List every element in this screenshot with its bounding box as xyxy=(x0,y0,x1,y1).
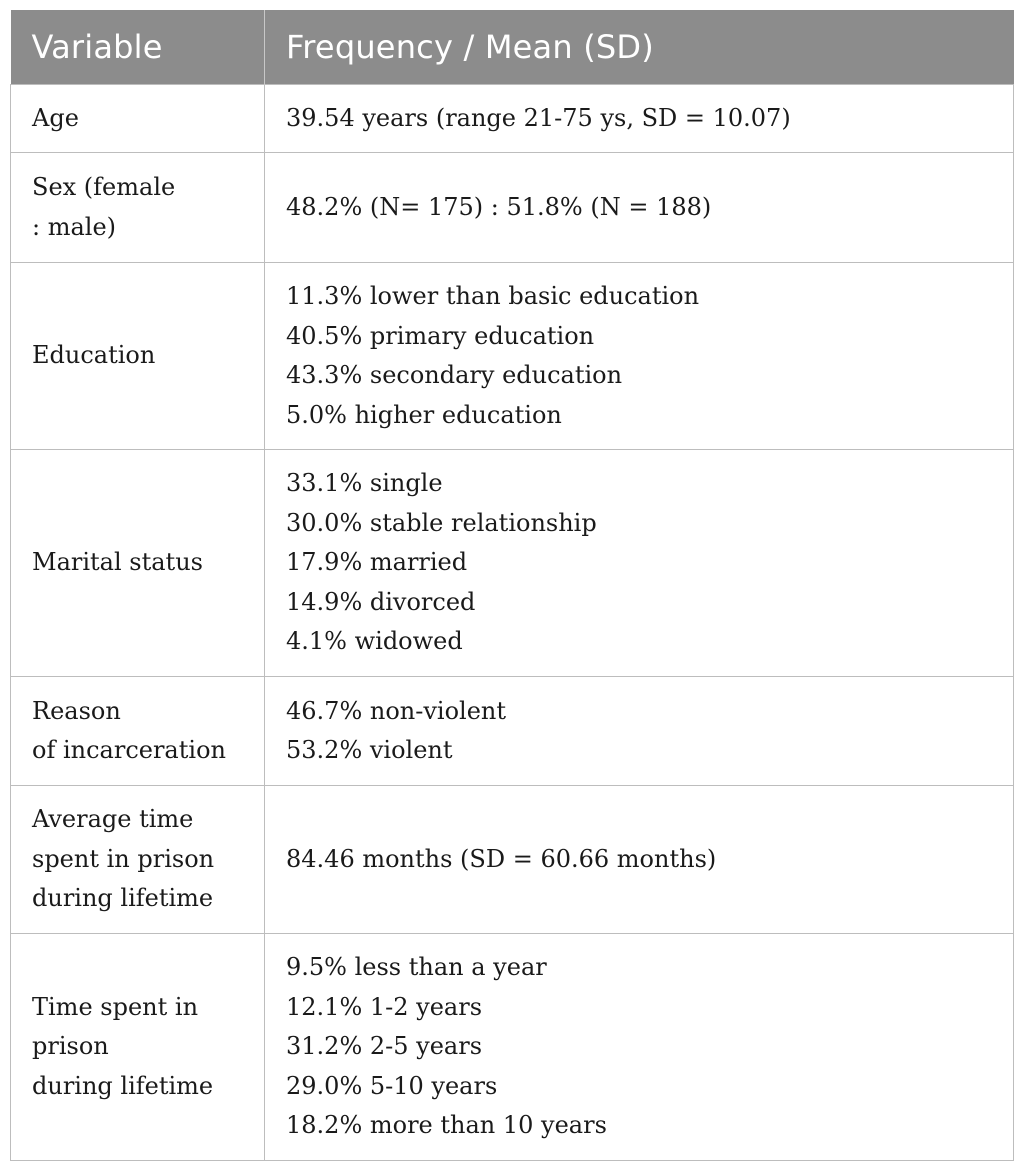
variable-label: prison xyxy=(32,1032,109,1061)
variable-label: spent in prison xyxy=(32,844,215,873)
value-line: 84.46 months (SD = 60.66 months) xyxy=(286,844,717,873)
variable-label: Reason xyxy=(32,696,121,725)
value-cell xyxy=(265,786,1014,934)
variable-label: during lifetime xyxy=(32,1071,214,1100)
value-line: 46.7% non-violent xyxy=(286,696,507,725)
value-line: 14.9% divorced xyxy=(286,587,476,616)
value-line: 12.1% 1-2 years xyxy=(286,992,483,1021)
table-row xyxy=(11,786,1014,934)
value-line: 30.0% stable relationship xyxy=(286,508,597,537)
value-line: 17.9% married xyxy=(286,548,468,577)
variable-label: Time spent in xyxy=(32,992,199,1021)
value-line: 29.0% 5-10 years xyxy=(286,1071,498,1100)
table-row xyxy=(11,934,1014,1161)
variable-label: during lifetime xyxy=(32,884,214,913)
value-line: 4.1% widowed xyxy=(286,627,463,656)
value-line: 40.5% primary education xyxy=(286,321,595,350)
header-frequency-mean: Frequency / Mean (SD) xyxy=(265,10,1014,85)
demographics-table-container xyxy=(10,10,1013,1161)
value-cell xyxy=(265,450,1014,677)
value-line: 11.3% lower than basic education xyxy=(286,282,700,310)
variable-label: : male) xyxy=(32,212,117,241)
table-row xyxy=(11,85,1014,153)
value-cell xyxy=(265,85,1014,153)
table-row xyxy=(11,677,1014,786)
value-line: 53.2% violent xyxy=(286,736,453,764)
variable-label: of incarceration xyxy=(32,736,226,764)
variable-cell xyxy=(11,934,265,1161)
table-row xyxy=(11,263,1014,450)
value-line: 39.54 years (range 21-75 ys, SD = 10.07) xyxy=(286,103,791,132)
header-row xyxy=(11,10,1014,85)
value-line: 5.0% higher education xyxy=(286,400,562,429)
value-cell xyxy=(265,153,1014,263)
variable-cell xyxy=(11,153,265,263)
value-cell xyxy=(265,934,1014,1161)
variable-label: Average time xyxy=(32,805,194,834)
variable-label: Sex (female xyxy=(32,173,176,201)
table-body xyxy=(11,85,1014,1161)
value-line: 31.2% 2-5 years xyxy=(286,1032,483,1061)
value-line: 43.3% secondary education xyxy=(286,361,623,389)
header-variable: Variable xyxy=(11,10,265,85)
demographics-table xyxy=(10,10,1014,1161)
variable-cell xyxy=(11,786,265,934)
variable-label: Age xyxy=(32,103,79,132)
variable-cell xyxy=(11,263,265,450)
variable-cell xyxy=(11,677,265,786)
variable-label: Marital status xyxy=(32,548,203,577)
variable-label: Education xyxy=(32,341,156,370)
value-cell xyxy=(265,263,1014,450)
table-header xyxy=(11,10,1014,85)
value-line: 18.2% more than 10 years xyxy=(286,1111,607,1140)
variable-cell xyxy=(11,85,265,153)
value-line: 48.2% (N= 175) : 51.8% (N = 188) xyxy=(286,192,712,221)
value-line: 9.5% less than a year xyxy=(286,953,547,982)
value-line: 33.1% single xyxy=(286,469,443,498)
value-cell xyxy=(265,677,1014,786)
table-row xyxy=(11,153,1014,263)
variable-cell xyxy=(11,450,265,677)
table-row xyxy=(11,450,1014,677)
